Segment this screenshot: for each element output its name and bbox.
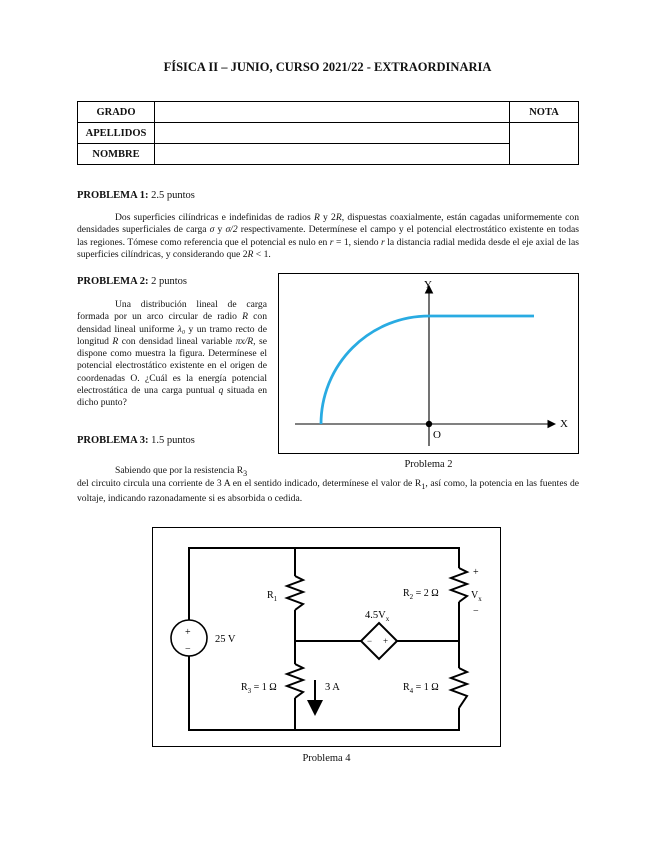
problem2-heading — [77, 276, 187, 287]
source-voltage-label: 25 V — [215, 634, 236, 645]
p2-text: Una distribución lineal de carga formada por un arco circular de radio — [77, 299, 267, 323]
current-label: 3 A — [325, 682, 340, 693]
p2-text: situada en dicho punto? — [77, 385, 267, 409]
p3-subscript: 3 — [243, 468, 248, 478]
problem3-heading — [77, 435, 195, 446]
p1-text: < 1. — [253, 248, 271, 260]
problem3-points: 1.5 puntos — [151, 435, 195, 446]
source-minus-sign: − — [185, 644, 191, 655]
resistor-r4 — [451, 668, 467, 708]
p3-text: , así como, la potencia en las fuentes de voltaje, indicando razonadamente si es absorbida o cedida. — [77, 478, 579, 505]
p2-lambda: λ₀ — [177, 323, 186, 335]
problem1-heading — [77, 190, 195, 201]
p1-r: r — [329, 236, 334, 248]
figure2-frame — [278, 273, 579, 454]
dep-minus-sign: − — [367, 636, 373, 646]
p1-radius: R — [247, 248, 254, 260]
p2-density: πx/R — [235, 335, 254, 347]
problem3-statement-b — [77, 478, 579, 506]
p2-length: R — [112, 335, 119, 347]
source-plus-sign: + — [185, 627, 191, 638]
r1-label: $R_1$ — [267, 590, 278, 603]
p1-text: y 2 — [319, 212, 336, 223]
dependent-source-label: $4.5V_x$ — [365, 610, 390, 623]
nota-label: NOTA — [510, 102, 579, 123]
figure2-caption: Problema 2 — [404, 459, 453, 470]
p2-text: con densidad lineal variable — [118, 335, 236, 347]
r2-label: $R_2 = 2$ Ω — [403, 588, 439, 601]
p2-text: , se dispone como muestra la figura. Determínese el potencial electrostático existente en el origen de coordenadas O. ¿Cuál es la energía potencial electrostática de una carga puntual — [77, 335, 267, 397]
problem2-points: 2 puntos — [151, 276, 187, 287]
apellidos-label: APELLIDOS — [78, 123, 155, 144]
figure4-caption: Problema 4 — [302, 753, 351, 764]
p3-text: Sabiendo que por la resistencia R — [115, 465, 244, 476]
page-title: FÍSICA II – JUNIO, CURSO 2021/22 - EXTRAORDINARIA — [163, 60, 492, 74]
x-axis-label: X — [560, 418, 568, 430]
p1-sigma: σ — [209, 224, 215, 236]
p1-r: r — [381, 236, 385, 248]
problem1-points: 2.5 puntos — [151, 190, 195, 201]
grado-label: GRADO — [78, 102, 155, 123]
nombre-label: NOMBRE — [78, 144, 155, 165]
problem1-statement — [77, 212, 579, 261]
p3-subscript: 1 — [421, 481, 426, 491]
problem2-label: PROBLEMA 2: — [77, 276, 149, 287]
y-axis-label: Y — [424, 279, 432, 291]
r4-label: $R_4 = 1$ Ω — [403, 682, 439, 695]
circuit-svg — [153, 528, 500, 746]
nota-field[interactable] — [510, 123, 579, 165]
origin-point — [426, 421, 432, 427]
vx-minus-sign: − — [473, 606, 479, 617]
p3-text: del circuito circula una corriente de 3 A en el sentido indicado, determínese el valor de R — [77, 478, 422, 489]
student-info-table — [77, 101, 579, 165]
vx-plus-sign: + — [473, 567, 479, 578]
resistor-r2 — [451, 568, 467, 602]
origin-label: O — [433, 429, 441, 441]
problem2-statement — [77, 299, 267, 410]
p1-text: , dispuestas coaxialmente, están cagadas uniformemente con densidades superficiales de carga — [77, 212, 579, 236]
p1-text: la distancia radial medida desde el eje axial de las superficies cilíndricas, y considerando que 2 — [77, 236, 579, 260]
resistor-r1 — [287, 576, 303, 610]
p1-text: respectivamente. Determínese el campo y el potencial electrostático existente en todas las regiones. Tómese como referencia que el potencial es nulo en — [77, 224, 579, 248]
p1-text: y — [214, 224, 226, 236]
problem1-label: PROBLEMA 1: — [77, 190, 149, 201]
apellidos-field[interactable] — [155, 123, 510, 144]
r3-label: $R_3 = 1$ Ω — [241, 682, 277, 695]
p2-charge: q — [218, 385, 224, 397]
p1-sigma-half: σ/2 — [225, 224, 238, 236]
p1-radius: R — [313, 212, 320, 223]
charge-distribution-curve — [321, 316, 534, 424]
vx-label: $V_x$ — [471, 590, 482, 603]
problem3-label: PROBLEMA 3: — [77, 435, 149, 446]
p2-radius: R — [242, 311, 248, 323]
figure2-svg — [279, 274, 578, 453]
resistor-r3 — [287, 664, 303, 698]
grado-field[interactable] — [155, 102, 510, 123]
nombre-field[interactable] — [155, 144, 510, 165]
p2-text: con densidad lineal uniforme — [77, 311, 267, 335]
p2-text: y un tramo recto de longitud — [77, 323, 267, 347]
p1-text: = 1, siendo — [333, 236, 382, 248]
p1-radius: R — [335, 212, 342, 223]
p1-text: Dos superficies cilíndricas e indefinidas de radios — [115, 212, 314, 223]
figure4-frame — [152, 527, 501, 747]
dep-plus-sign: + — [383, 636, 389, 646]
